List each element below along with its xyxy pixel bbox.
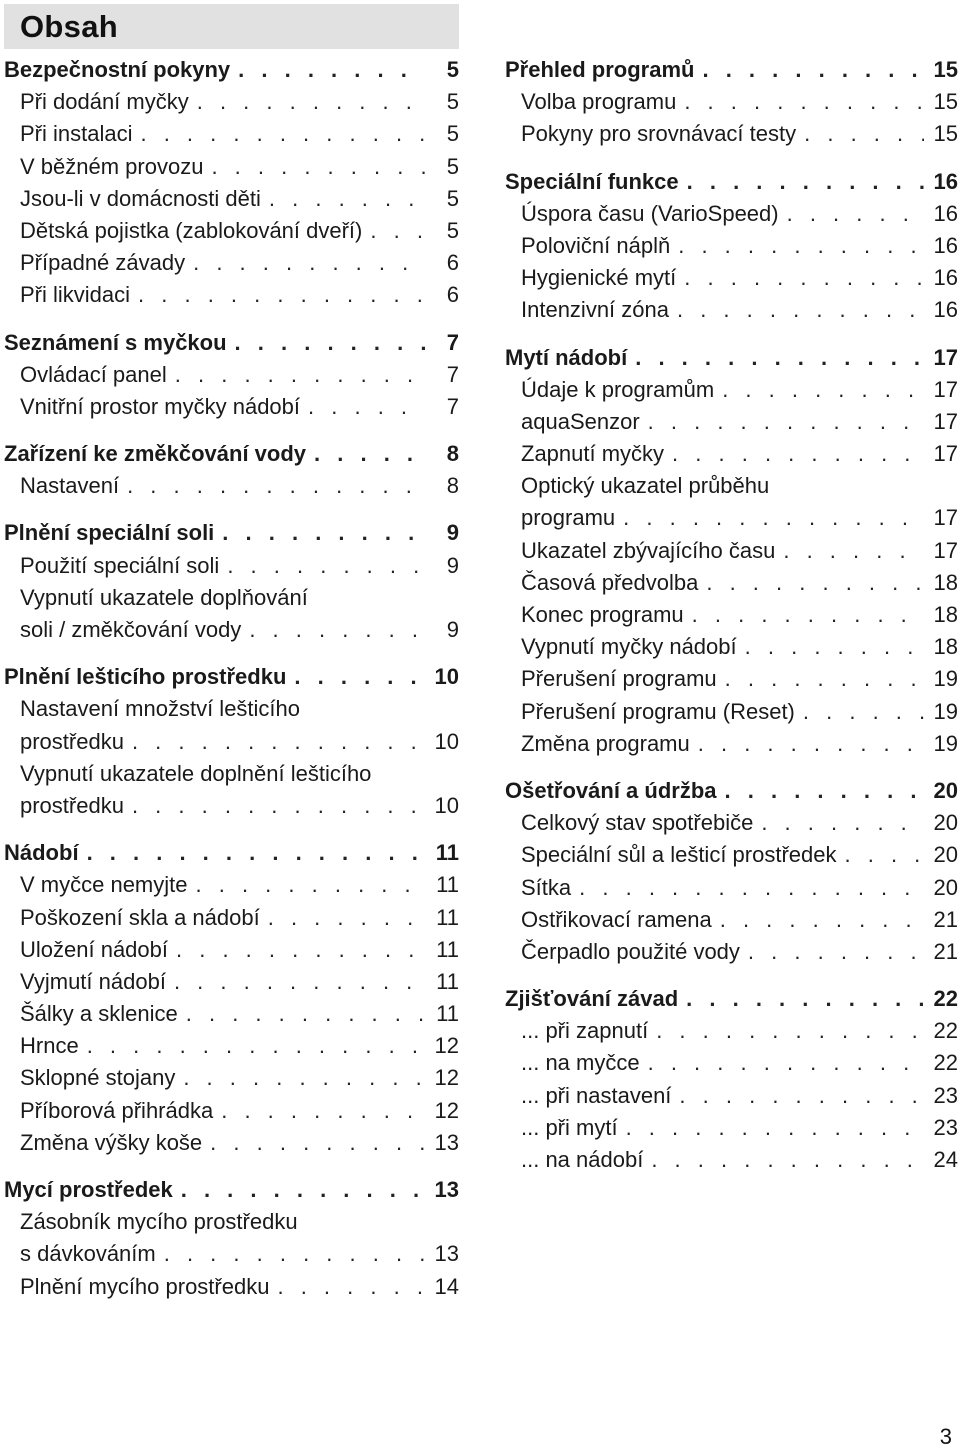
toc-section-heading[interactable] (4, 661, 459, 693)
toc-entry[interactable] (4, 86, 459, 118)
toc-entry[interactable] (4, 934, 459, 966)
toc-entry-page: 13 (434, 1129, 459, 1155)
dot-leader (174, 966, 425, 998)
toc-entry-label: Zařízení ke změkčování vody (4, 441, 307, 467)
dot-leader (686, 983, 924, 1015)
toc-entry[interactable] (4, 215, 459, 247)
toc-section (4, 1174, 459, 1303)
toc-entry-page: 18 (933, 634, 958, 660)
toc-entry[interactable] (4, 1095, 459, 1127)
toc-entry-page: 18 (933, 569, 958, 595)
dot-leader (635, 342, 924, 374)
toc-entry-page: 17 (933, 376, 958, 402)
toc-entry-label: Zapnutí myčky (521, 441, 665, 467)
dot-leader (698, 728, 924, 760)
toc-entry-page: 6 (446, 282, 459, 308)
toc-entry-page: 8 (446, 441, 459, 467)
toc-entry-label: Čerpadlo použité vody (521, 938, 740, 964)
dot-leader (745, 631, 924, 663)
toc-entry-label: soli / změkčování vody (20, 617, 242, 642)
toc-entry-continued[interactable] (4, 1238, 459, 1270)
toc-entry[interactable] (4, 550, 459, 582)
toc-entry-label: ... na nádobí (521, 1147, 644, 1172)
toc-entry-page: 11 (435, 840, 459, 866)
dot-leader (845, 839, 925, 871)
toc-entry-label: Přehled programů (505, 57, 695, 82)
toc-entry-label: V běžném provozu (20, 153, 204, 179)
toc-entry[interactable] (4, 1127, 459, 1159)
toc-entry-page: 10 (434, 728, 459, 754)
toc-entry-page: 19 (933, 698, 958, 724)
dot-leader (140, 118, 425, 150)
toc-entry-page: 17 (933, 537, 958, 563)
toc-entry-page: 9 (446, 520, 459, 546)
toc-section (4, 837, 459, 1159)
dot-leader (672, 438, 924, 470)
toc-entry[interactable] (505, 1080, 958, 1112)
toc-entry-page: 12 (434, 1097, 459, 1123)
toc-entry[interactable] (4, 247, 459, 279)
toc-entry-label: Vypnutí ukazatele doplnění lešticího (20, 760, 372, 786)
dot-leader (138, 279, 425, 311)
toc-entry-continued[interactable] (4, 614, 459, 646)
toc-entry[interactable] (505, 872, 958, 904)
toc-entry-label: Uložení nádobí (20, 936, 168, 962)
toc-entry-page: 15 (933, 121, 958, 147)
toc-entry[interactable] (505, 936, 958, 968)
toc-entry-page: 21 (933, 938, 958, 964)
toc-entry-page: 16 (933, 232, 958, 258)
toc-entry[interactable] (4, 693, 459, 725)
dot-leader (679, 1080, 924, 1112)
toc-entry-page: 11 (436, 936, 459, 962)
toc-entry-label: aquaSenzor (521, 408, 640, 434)
toc-entry-label: Plnění mycího prostředku (20, 1273, 270, 1299)
toc-entry[interactable] (505, 198, 958, 230)
toc-entry-page: 20 (933, 777, 958, 803)
toc-entry-page: 16 (933, 168, 958, 194)
toc-entry[interactable] (505, 406, 958, 438)
toc-entry-label: prostředku (20, 728, 124, 754)
toc-entry[interactable] (505, 86, 958, 118)
toc-entry-label: Hygienické mytí (521, 265, 677, 291)
toc-entry-label: Nádobí (4, 840, 79, 866)
toc-entry-continued[interactable] (4, 726, 459, 758)
toc-entry-page: 5 (446, 121, 459, 147)
toc-entry[interactable] (505, 294, 958, 326)
toc-entry-label: Zjišťování závad (505, 986, 679, 1012)
toc-entry-page: 24 (933, 1147, 958, 1172)
toc-section (505, 775, 958, 968)
toc-entry-label: Pokyny pro srovnávací testy (521, 121, 797, 147)
toc-entry-label: programu (521, 505, 616, 531)
toc-entry[interactable] (4, 998, 459, 1030)
toc-entry[interactable] (505, 438, 958, 470)
toc-section-heading[interactable] (505, 342, 958, 374)
dot-leader (127, 470, 425, 502)
toc-entry-label: Použití speciální soli (20, 552, 220, 578)
dot-leader (678, 230, 924, 262)
toc-entry-label: Jsou-li v domácnosti děti (20, 185, 261, 211)
toc-entry[interactable] (505, 904, 958, 936)
toc-entry-page: 5 (446, 185, 459, 211)
dot-leader (193, 247, 425, 279)
toc-entry-label: ... při mytí (521, 1114, 618, 1140)
toc-left-column (4, 54, 459, 1318)
toc-entry-label: Dětská pojistka (zablokování dveří) (20, 217, 363, 243)
toc-entry-label: Ukazatel zbývajícího času (521, 537, 776, 563)
toc-entry-page: 12 (434, 1065, 459, 1091)
toc-entry-label: Konec programu (521, 602, 684, 627)
toc-entry-label: Vypnutí ukazatele doplňování (20, 584, 308, 610)
dot-leader (87, 837, 425, 869)
toc-entry[interactable] (4, 1206, 459, 1238)
dot-leader (804, 118, 924, 150)
toc-entry-label: Mycí prostředek (4, 1177, 173, 1202)
toc-entry[interactable] (4, 758, 459, 790)
dot-leader (648, 1047, 924, 1079)
toc-entry-page: 20 (933, 874, 958, 900)
toc-entry[interactable] (4, 1030, 459, 1062)
dot-leader (722, 374, 924, 406)
toc-entry-label: Celkový stav spotřebiče (521, 810, 754, 836)
toc-entry-label: ... na myčce (521, 1050, 640, 1076)
dot-leader (294, 661, 425, 693)
toc-section-heading[interactable] (4, 837, 459, 869)
dot-leader (164, 1238, 425, 1270)
toc-entry-page: 16 (933, 265, 958, 291)
toc-entry-page: 5 (446, 153, 459, 179)
toc-entry[interactable] (4, 1062, 459, 1094)
toc-entry[interactable] (505, 696, 958, 728)
toc-entry-page: 10 (434, 664, 459, 690)
toc-entry[interactable] (505, 728, 958, 760)
toc-entry-label: Vnitřní prostor myčky nádobí (20, 393, 301, 419)
toc-entry-label: Změna výšky koše (20, 1129, 203, 1155)
toc-entry-page: 16 (933, 200, 958, 226)
toc-entry-page: 8 (446, 473, 459, 499)
dot-leader (268, 902, 425, 934)
toc-entry[interactable] (505, 567, 958, 599)
dot-leader (176, 934, 425, 966)
toc-entry-label: Sklopné stojany (20, 1065, 176, 1091)
dot-leader (314, 438, 425, 470)
dot-leader (702, 54, 924, 86)
dot-leader (579, 872, 924, 904)
toc-entry[interactable] (505, 118, 958, 150)
toc-entry[interactable] (4, 359, 459, 391)
toc-entry-label: Při instalaci (20, 121, 133, 147)
dot-leader (235, 327, 425, 359)
dot-leader (186, 998, 425, 1030)
dot-leader (706, 567, 924, 599)
page-number: 3 (939, 1424, 952, 1449)
dot-leader (277, 1271, 425, 1303)
dot-leader (677, 294, 924, 326)
toc-entry-page: 14 (434, 1273, 459, 1299)
toc-entry[interactable] (505, 262, 958, 294)
toc-entry-page: 11 (436, 1001, 459, 1027)
toc-entry-label: Ovládací panel (20, 361, 167, 387)
dot-leader (651, 1144, 924, 1176)
toc-entry-label: Poškození skla a nádobí (20, 904, 260, 930)
dot-leader (196, 869, 426, 901)
toc-section (505, 983, 958, 1176)
toc-entry-page: 22 (933, 1050, 958, 1076)
dot-leader (132, 726, 425, 758)
toc-entry-page: 22 (933, 986, 958, 1012)
toc-entry[interactable] (4, 1271, 459, 1303)
toc-entry-page: 7 (446, 361, 459, 387)
toc-entry[interactable] (4, 869, 459, 901)
toc-entry-label: Ošetřování a údržba (505, 777, 717, 803)
toc-entry[interactable] (505, 663, 958, 695)
dot-leader (238, 54, 425, 86)
toc-entry[interactable] (4, 470, 459, 502)
toc-title: Obsah (20, 8, 118, 44)
toc-entry-page: 23 (933, 1114, 958, 1140)
dot-leader (211, 151, 425, 183)
toc-entry-page: 15 (933, 57, 958, 82)
toc-entry[interactable] (505, 470, 958, 502)
toc-entry-label: Zásobník mycího prostředku (20, 1209, 298, 1235)
toc-entry-label: Plnění speciální soli (4, 520, 215, 546)
toc-entry-page: 16 (933, 297, 958, 323)
toc-entry-label: Speciální sůl a lešticí prostředek (521, 842, 837, 868)
toc-section-heading[interactable] (4, 54, 459, 86)
toc-entry-label: Případné závady (20, 250, 186, 276)
toc-entry-page: 20 (933, 842, 958, 868)
toc-entry[interactable] (505, 1112, 958, 1144)
toc-entry[interactable] (505, 807, 958, 839)
toc-entry-continued[interactable] (505, 502, 958, 534)
toc-section-heading[interactable] (4, 438, 459, 470)
toc-entry-label: Časová předvolba (521, 569, 699, 595)
toc-entry-label: V myčce nemyjte (20, 872, 188, 898)
toc-entry[interactable] (4, 902, 459, 934)
toc-section (4, 438, 459, 502)
toc-entry-page: 17 (933, 505, 958, 531)
toc-entry[interactable] (4, 118, 459, 150)
toc-section (505, 166, 958, 327)
toc-entry-label: prostředku (20, 792, 124, 818)
toc-entry-page: 11 (436, 968, 459, 994)
dot-leader (210, 1127, 425, 1159)
toc-entry-label: Bezpečnostní pokyny (4, 57, 231, 82)
toc-entry-page: 17 (933, 441, 958, 467)
dot-leader (249, 614, 425, 646)
toc-entry-page: 20 (933, 810, 958, 836)
toc-entry-label: Při dodání myčky (20, 89, 189, 115)
toc-entry[interactable] (4, 391, 459, 423)
toc-entry-page: 21 (933, 906, 958, 932)
toc-entry-page: 13 (434, 1177, 459, 1202)
dot-leader (370, 215, 425, 247)
dot-leader (269, 183, 425, 215)
toc-entry-label: s dávkováním (20, 1241, 156, 1267)
toc-entry-continued[interactable] (4, 790, 459, 822)
dot-leader (87, 1030, 425, 1062)
toc-section-heading[interactable] (4, 1174, 459, 1206)
toc-section (505, 342, 958, 760)
dot-leader (787, 198, 924, 230)
toc-entry-page: 5 (446, 217, 459, 243)
toc-entry-page: 6 (446, 250, 459, 276)
dot-leader (725, 663, 924, 695)
toc-entry-label: Mytí nádobí (505, 344, 628, 370)
toc-section-heading[interactable] (4, 327, 459, 359)
toc-entry-label: Přerušení programu (Reset) (521, 698, 795, 724)
toc-section-heading[interactable] (4, 517, 459, 549)
dot-leader (183, 1062, 425, 1094)
toc-section (4, 517, 459, 646)
toc-entry-label: Příborová přihrádka (20, 1097, 214, 1123)
toc-entry[interactable] (505, 839, 958, 871)
toc-entry[interactable] (4, 151, 459, 183)
toc-entry-label: Nastavení množství lešticího (20, 696, 301, 722)
toc-entry-label: Hrnce (20, 1033, 79, 1059)
toc-entry-page: 17 (933, 408, 958, 434)
toc-entry-label: Optický ukazatel průběhu (521, 473, 770, 499)
dot-leader (720, 904, 924, 936)
toc-entry[interactable] (505, 374, 958, 406)
toc-entry-page: 9 (446, 552, 459, 578)
toc-entry-page: 18 (933, 602, 958, 627)
toc-entry-label: Sítka (521, 874, 572, 900)
dot-leader (648, 406, 924, 438)
toc-entry-page: 17 (933, 344, 958, 370)
dot-leader (626, 1112, 924, 1144)
toc-entry-page: 11 (436, 904, 459, 930)
toc-section-heading[interactable] (505, 775, 958, 807)
toc-section (4, 54, 459, 312)
dot-leader (222, 517, 425, 549)
dot-leader (783, 535, 924, 567)
toc-entry-label: Seznámení s myčkou (4, 329, 227, 355)
dot-leader (761, 807, 924, 839)
toc-section-heading[interactable] (505, 54, 958, 86)
toc-entry-label: Vypnutí myčky nádobí (521, 634, 737, 660)
dot-leader (197, 86, 425, 118)
dot-leader (684, 86, 924, 118)
toc-entry[interactable] (4, 279, 459, 311)
toc-title-bar (4, 4, 459, 49)
toc-entry[interactable] (505, 535, 958, 567)
toc-entry-page: 10 (434, 792, 459, 818)
toc-entry-label: ... při zapnutí (521, 1018, 649, 1044)
toc-section (505, 54, 958, 151)
toc-entry-label: Intenzivní zóna (521, 297, 669, 323)
toc-entry-page: 13 (434, 1241, 459, 1267)
toc-section (4, 327, 459, 424)
toc-section-heading[interactable] (505, 166, 958, 198)
toc-entry-label: Údaje k programům (521, 376, 715, 402)
toc-section-heading[interactable] (505, 983, 958, 1015)
dot-leader (692, 599, 924, 631)
toc-entry-page: 12 (434, 1033, 459, 1059)
toc-entry[interactable] (505, 1144, 958, 1176)
toc-entry-page: 15 (933, 89, 958, 115)
dot-leader (308, 391, 425, 423)
toc-entry-label: Při likvidaci (20, 282, 131, 308)
toc-entry-label: Speciální funkce (505, 168, 679, 194)
toc-entry-label: Poloviční náplň (521, 232, 671, 258)
toc-entry[interactable] (505, 1047, 958, 1079)
toc-entry[interactable] (4, 183, 459, 215)
toc-entry-page: 5 (446, 57, 459, 82)
toc-entry[interactable] (505, 1015, 958, 1047)
dot-leader (175, 359, 425, 391)
toc-entry-page: 7 (446, 393, 459, 419)
toc-entry[interactable] (505, 631, 958, 663)
toc-entry-page: 19 (933, 730, 958, 756)
toc-entry[interactable] (505, 599, 958, 631)
dot-leader (725, 775, 924, 807)
dot-leader (656, 1015, 924, 1047)
toc-entry-label: Přerušení programu (521, 666, 717, 692)
toc-entry-label: Nastavení (20, 473, 120, 499)
toc-entry-page: 22 (933, 1018, 958, 1044)
toc-entry-page: 11 (436, 872, 459, 898)
toc-entry-label: Plnění lešticího prostředku (4, 664, 287, 690)
toc-entry[interactable] (4, 966, 459, 998)
toc-right-column (505, 54, 958, 1191)
dot-leader (687, 166, 924, 198)
toc-entry-page: 19 (933, 666, 958, 692)
toc-entry-label: Změna programu (521, 730, 690, 756)
toc-entry-page: 23 (933, 1082, 958, 1108)
toc-entry-label: Ostřikovací ramena (521, 906, 712, 932)
toc-entry-page: 7 (446, 329, 459, 355)
dot-leader (221, 1095, 425, 1127)
toc-entry-page: 9 (446, 617, 459, 642)
toc-entry[interactable] (4, 582, 459, 614)
toc-entry-label: Úspora času (VarioSpeed) (521, 200, 779, 226)
toc-entry-page: 5 (446, 89, 459, 115)
dot-leader (132, 790, 425, 822)
toc-entry-label: ... při nastavení (521, 1082, 672, 1108)
dot-leader (181, 1174, 425, 1206)
dot-leader (623, 502, 924, 534)
dot-leader (803, 696, 924, 728)
dot-leader (684, 262, 924, 294)
dot-leader (748, 936, 924, 968)
dot-leader (227, 550, 425, 582)
toc-entry[interactable] (505, 230, 958, 262)
toc-entry-label: Volba programu (521, 89, 677, 115)
toc-section (4, 661, 459, 822)
toc-entry-label: Šálky a sklenice (20, 1001, 178, 1027)
toc-entry-label: Vyjmutí nádobí (20, 968, 166, 994)
